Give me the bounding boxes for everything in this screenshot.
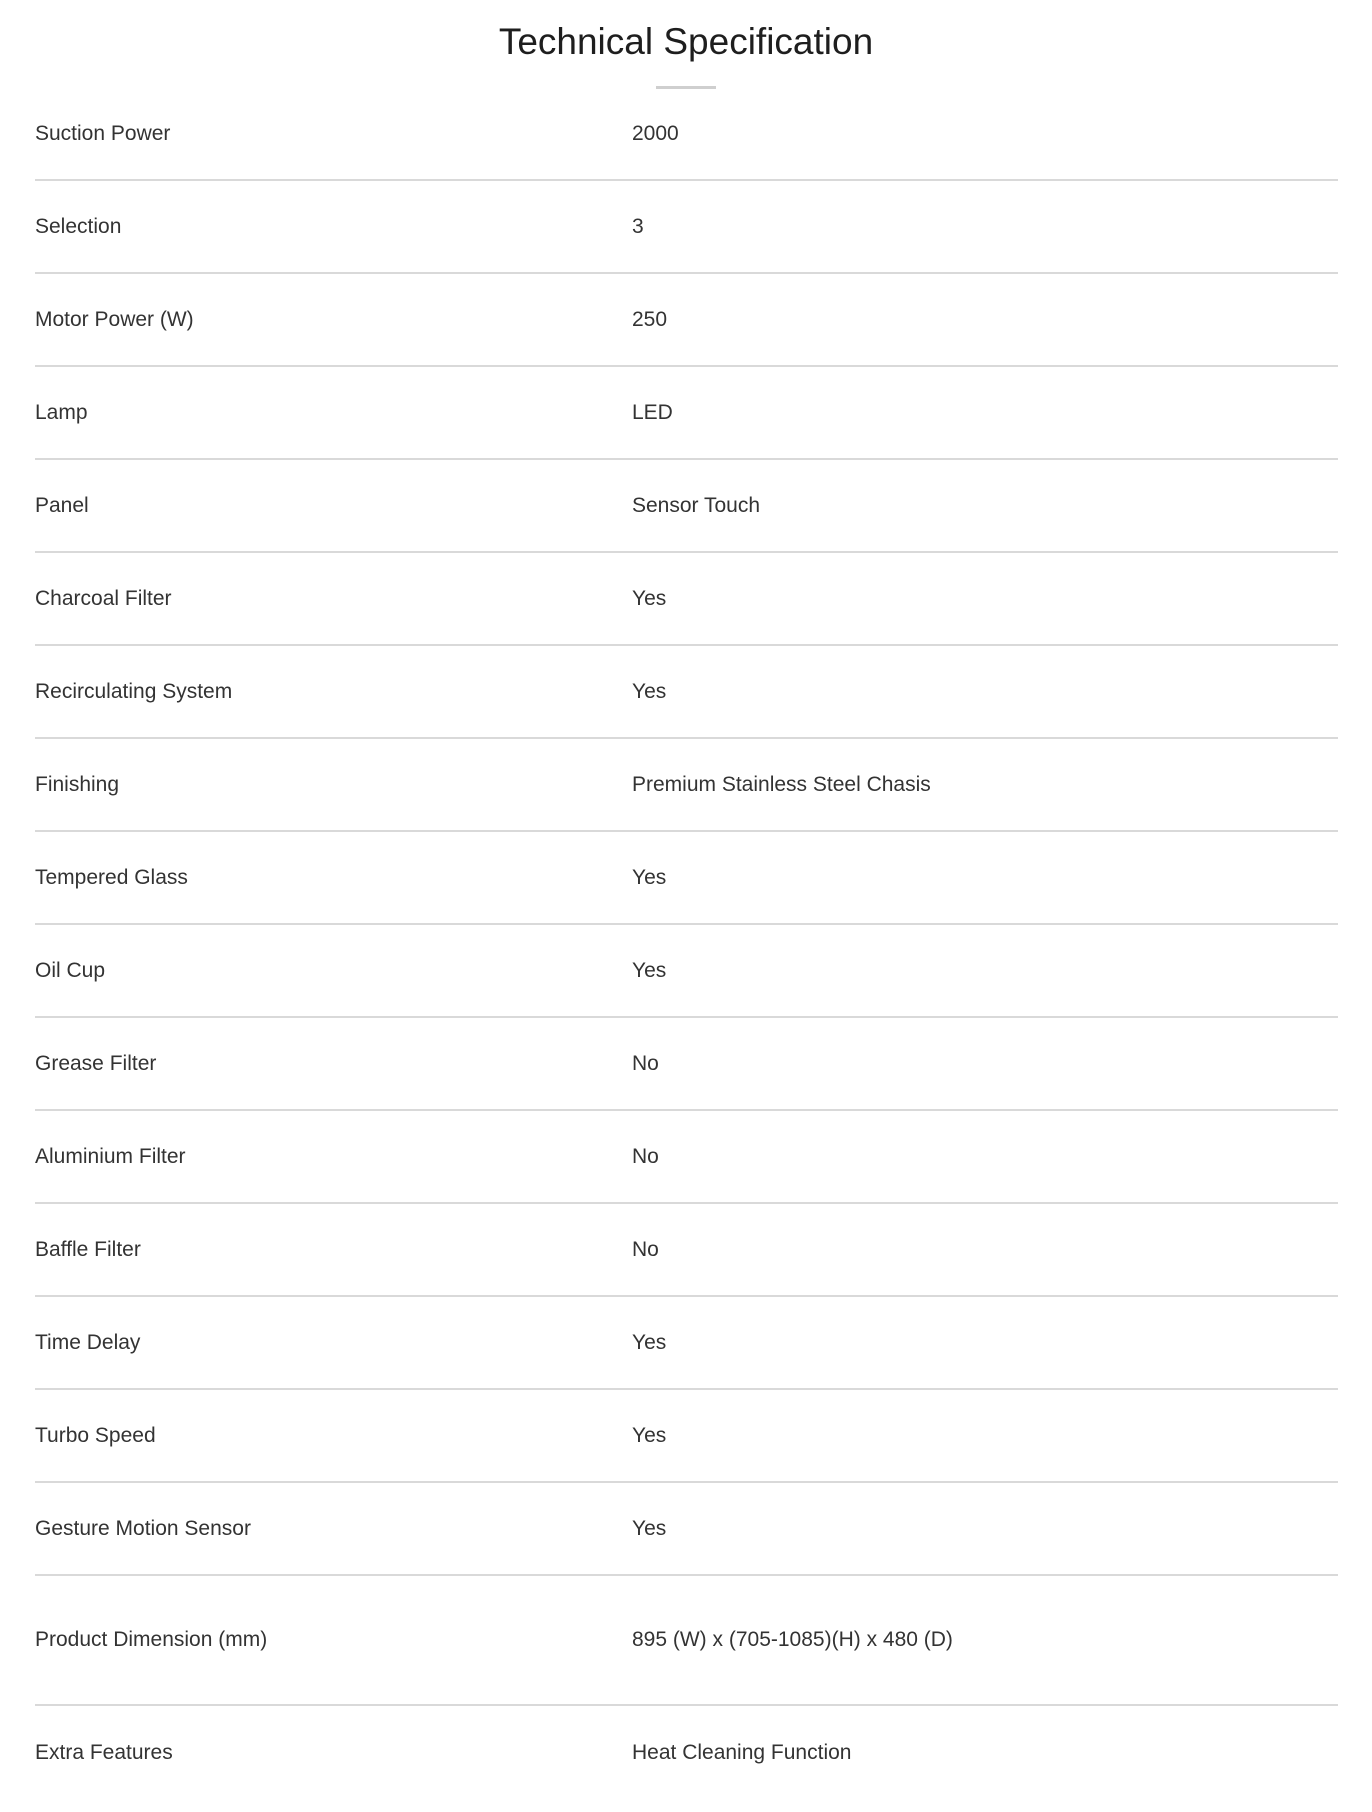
- spec-value: 250: [632, 307, 668, 331]
- spec-value: 895 (W) x (705-1085)(H) x 480 (D): [632, 1628, 953, 1651]
- spec-label: Turbo Speed: [35, 1423, 156, 1447]
- spec-value: 2000: [632, 121, 679, 145]
- spec-value: LED: [632, 400, 673, 424]
- spec-value: Yes: [632, 865, 667, 889]
- spec-value: Yes: [632, 1516, 667, 1540]
- spec-value: No: [632, 1144, 659, 1168]
- spec-row: [35, 925, 1338, 1018]
- spec-value: No: [632, 1051, 659, 1075]
- spec-value: Yes: [632, 1330, 667, 1354]
- spec-value: Yes: [632, 679, 667, 703]
- spec-value: Sensor Touch: [632, 493, 761, 517]
- spec-label: Extra Features: [35, 1740, 173, 1764]
- spec-label: Time Delay: [35, 1330, 141, 1354]
- spec-row: [35, 1018, 1338, 1111]
- spec-value: 3: [632, 214, 644, 238]
- spec-row: [35, 739, 1338, 832]
- spec-label: Aluminium Filter: [35, 1144, 186, 1168]
- spec-label: Selection: [35, 214, 122, 238]
- spec-label: Suction Power: [35, 121, 171, 145]
- spec-label: Product Dimension (mm): [35, 1628, 268, 1651]
- spec-row: [35, 1204, 1338, 1297]
- spec-value: Yes: [632, 586, 667, 610]
- spec-value: Premium Stainless Steel Chasis: [632, 772, 931, 796]
- spec-row: [35, 1706, 1338, 1799]
- spec-label: Panel: [35, 493, 89, 517]
- spec-label: Tempered Glass: [35, 865, 188, 889]
- spec-value: Heat Cleaning Function: [632, 1740, 852, 1764]
- spec-row: [35, 460, 1338, 553]
- spec-row: [35, 553, 1338, 646]
- spec-label: Oil Cup: [35, 958, 106, 982]
- spec-value: Yes: [632, 958, 667, 982]
- spec-row: [35, 1576, 1338, 1706]
- spec-row: [35, 1111, 1338, 1204]
- spec-value: No: [632, 1237, 659, 1261]
- spec-label: Motor Power (W): [35, 307, 194, 331]
- spec-table: [35, 88, 1338, 1799]
- spec-label: Charcoal Filter: [35, 586, 172, 610]
- spec-row: [35, 367, 1338, 460]
- spec-row: [35, 646, 1338, 739]
- spec-row: [35, 88, 1338, 181]
- spec-label: Lamp: [35, 400, 88, 424]
- spec-row: [35, 1483, 1338, 1576]
- spec-label: Finishing: [35, 772, 120, 796]
- spec-label: Gesture Motion Sensor: [35, 1516, 251, 1540]
- spec-row: [35, 1390, 1338, 1483]
- spec-row: [35, 274, 1338, 367]
- spec-label: Recirculating System: [35, 679, 233, 703]
- spec-value: Yes: [632, 1423, 667, 1447]
- spec-row: [35, 832, 1338, 925]
- page-title: Technical Specification: [498, 21, 874, 62]
- spec-row: [35, 181, 1338, 274]
- spec-row: [35, 1297, 1338, 1390]
- spec-label: Grease Filter: [35, 1051, 157, 1075]
- spec-label: Baffle Filter: [35, 1237, 141, 1261]
